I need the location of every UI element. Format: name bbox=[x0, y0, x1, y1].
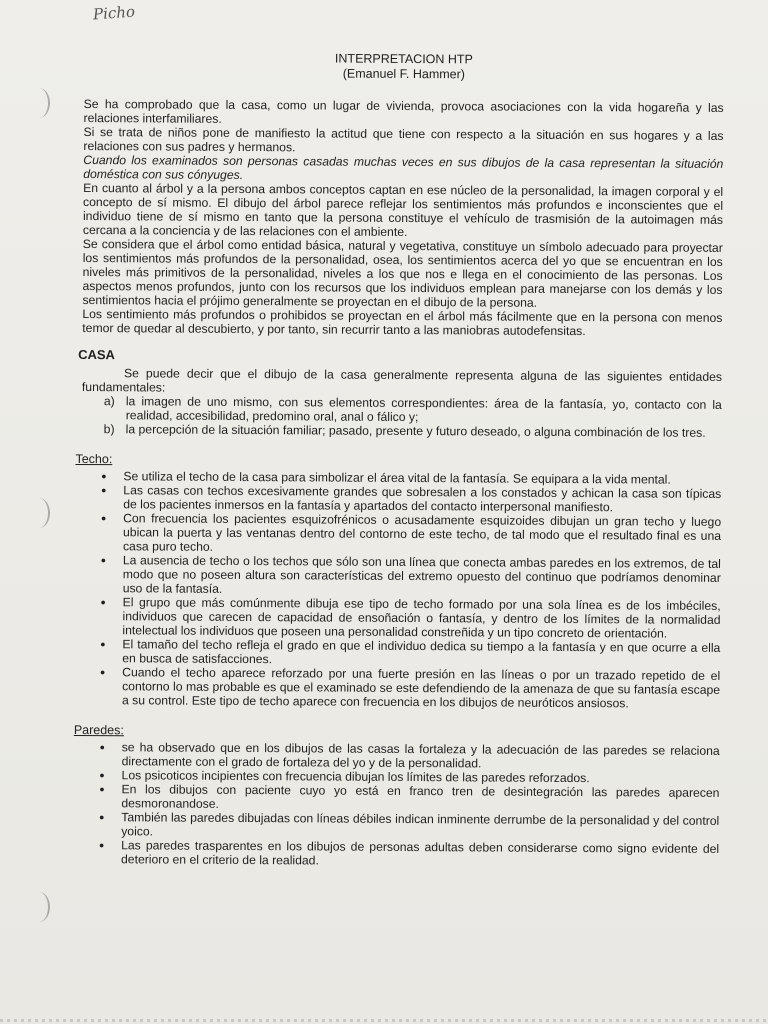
paredes-bullet-item: • En los dibujos con paciente cuyo yo está en franco tren de desintegración las paredes aparecen desmoronandose. bbox=[99, 782, 719, 814]
techo-bullet-item: • Con frecuencia los pacientes esquizofrénicos o acusadamente esquizoides dibujan un gran techo y luego ubican la puerta y las ventanas dentro del contorno de este techo, de tal modo que el resultado final es una casa puro techo. bbox=[101, 511, 721, 557]
intro-section bbox=[82, 97, 723, 339]
list-marker: b) bbox=[103, 422, 115, 437]
document-body bbox=[73, 50, 724, 870]
document-author: (Emanuel F. Hammer) bbox=[342, 66, 466, 82]
techo-bullet-item: • El tamaño del techo refleja el grado en que el individuo dedica su tiempo a la fantasía y en que ocurre a ella en busca de satisfacciones. bbox=[100, 637, 720, 669]
intro-paragraph: Se ha comprobado que la casa, como un lugar de vivienda, provoca asociaciones con la vida hogareña y las relaciones interfamiliares. bbox=[83, 96, 724, 126]
section-heading-techo: Techo: bbox=[75, 451, 113, 467]
intro-paragraph: Cuando los examinados son personas casadas muchas veces en sus dibujos de la casa representan la situación doméstica con sus cónyuges. bbox=[83, 152, 724, 182]
techo-bullet-item: • La ausencia de techo o los techos que sólo son una línea que conecta ambas paredes en los extremos, de tal modo que no poseen altura son características del extremo opuesto del continuo que podríamos denominar uso de la fantasía. bbox=[101, 553, 721, 599]
intro-paragraph: Si se trata de niños pone de manifiesto la actitud que tiene con respecto a la situación en sus hogares y a las relaciones con sus padres y hermanos. bbox=[83, 124, 724, 155]
paredes-bullet-item: • Los psicoticos incipientes con frecuencia dibujan los límites de las paredes reforzados. bbox=[100, 768, 720, 786]
techo-bullet-item: • Se utiliza el techo de la casa para simbolizar el área vital de la fantasía. Se equipara a la vida mental. bbox=[101, 469, 721, 487]
casa-intro: Se puede decir que el dibujo de la casa generalmente representa alguna de las siguientes entidades fundamentales: bbox=[81, 366, 723, 395]
list-item-text: la imagen de uno mismo, con sus elementos correspondientes: área de la fantasía, yo, contacto con la realidad, accesibilidad, predomino oral, anal o fálico y; bbox=[125, 394, 722, 425]
paredes-bullet-item: • Las paredes trasparentes en los dibujos de personas adultas deben considerarse como signo evidente del deterioro en el criterio de la realidad. bbox=[99, 838, 719, 870]
handwritten-note: Picho bbox=[92, 2, 136, 24]
techo-bullet-item: • El grupo que más comúnmente dibuja ese tipo de techo formado por una sola línea es de los imbéciles, individuos que carecen de capacidad de ensoñación o fantasía, y dentro de los límites de la normalidad intelectual los individuos que poseen una personalidad constreñida y un tipo concreto de orientación. bbox=[100, 595, 720, 641]
techo-list bbox=[80, 469, 721, 711]
paredes-bullet-item: • se ha observado que en los dibujos de las casas la fortaleza y la adecuación de las paredes se relaciona directamente con el grado de fortaleza del yo y de la personalidad. bbox=[100, 740, 720, 772]
paredes-list bbox=[79, 740, 720, 870]
paredes-bullet-item: • También las paredes dibujadas con líneas débiles indican inminente derrumbe de la personalidad y del control yoico. bbox=[99, 810, 719, 842]
casa-list-item bbox=[104, 422, 722, 440]
casa-list-item bbox=[104, 394, 722, 426]
binder-hole-mark bbox=[28, 892, 50, 922]
techo-bullet-item: • Cuando el techo aparece reforzado por una fuerte presión en las líneas o por un trazado repetido de el contorno lo mas probable es que el examinado se este defendiendo de la amenaza de que su fantasía escape a su control. Este tipo de techo aparece con frecuencia en los dibujos de neuróticos ansiosos. bbox=[100, 665, 720, 711]
list-item-text: la percepción de la situación familiar; pasado, presente y futuro deseado, o alguna combinación de los tres. bbox=[125, 422, 706, 440]
techo-bullet-item: • Las casas con techos excesivamente grandes que sobresalen a los constados y achican la casa son típicas de los pacientes inmersos en la fantasía y apartados del contacto interpersonal manifiesto. bbox=[101, 483, 721, 515]
document-title: INTERPRETACION HTP bbox=[334, 51, 473, 67]
binder-hole-mark bbox=[28, 88, 50, 118]
scan-edge-artifact bbox=[0, 1019, 768, 1022]
intro-paragraph: Se considera que el árbol como entidad básica, natural y vegetativa, constituye un símbolo adecuado para proyectar los sentimientos más profundos de la personalidad, osea, los sentimientos acerca del yo que se encuentran en los niveles más primitivos de la personalidad, niveles a los que nos e llega en el conocimiento de las personas. Los aspectos menos profundos, junto con los recursos que los individuos emplean para manejarse con los demás y los sentimientos hacia el prójimo generalmente se proyectan en el dibujo de la persona. bbox=[82, 236, 723, 310]
casa-list bbox=[82, 394, 722, 440]
binder-hole-mark bbox=[28, 498, 50, 528]
section-heading-paredes: Paredes: bbox=[73, 722, 124, 738]
list-marker: a) bbox=[103, 394, 115, 409]
section-heading-casa: CASA bbox=[78, 346, 116, 363]
intro-paragraph: Los sentimiento más profundos o prohibidos se proyectan en el árbol más fácilmente que en la persona con menos temor de quedar al descubierto, y por tanto, sin recurrir tanto a las maniobras autodefensitas. bbox=[82, 306, 723, 339]
intro-paragraph: En cuanto al árbol y a la persona ambos conceptos captan en ese núcleo de la personalidad, la imagen corporal y el concepto de sí mismo. El dibujo del árbol parece reflejar los sentimientos más profundos e inconscientes que el individuo tiene de sí mismo en tanto que la persona constituye el vehículo de trasmisión de la autoimagen más cercana a la conciencia y de las relaciones con el ambiente. bbox=[82, 180, 724, 239]
document-header bbox=[84, 50, 724, 84]
